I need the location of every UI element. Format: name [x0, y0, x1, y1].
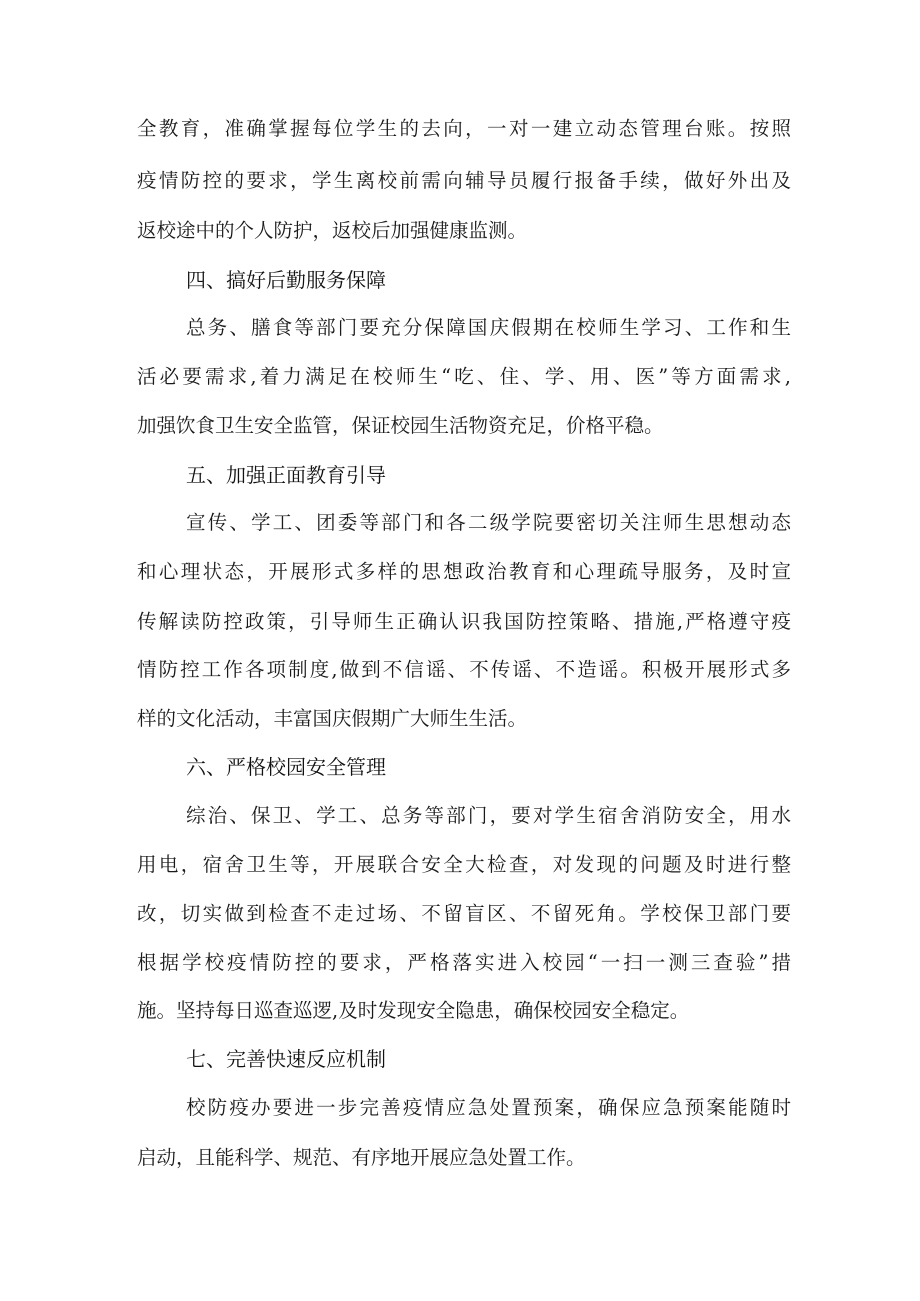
body-line: 疫情防控的要求，学生离校前需向辅导员履行报备手续，做好外出及 [137, 169, 791, 192]
body-line: 情防控工作各项制度,做到不信谣、不传谣、不造谣。积极开展形式多 [137, 658, 791, 681]
body-line: 加强饮食卫生安全监管，保证校园生活物资充足，价格平稳。 [137, 414, 664, 437]
section-heading-4: 四、搞好后勤服务保障 [186, 268, 386, 292]
body-line: 全教育，准确掌握每位学生的去向，一对一建立动态管理台账。按照 [137, 117, 791, 140]
section-heading-7: 七、完善快速反应机制 [186, 1047, 386, 1071]
body-line: 宣传、学工、团委等部门和各二级学院要密切关注师生思想动态 [186, 511, 791, 534]
body-line: 启动，且能科学、规范、有序地开展应急处置工作。 [137, 1146, 586, 1169]
body-line: 综治、保卫、学工、总务等部门，要对学生宿舍消防安全，用水 [186, 804, 791, 827]
section-heading-6: 六、严格校园安全管理 [186, 755, 386, 779]
body-line: 活必要需求,着力满足在校师生“吃、住、学、用、医”等方面需求, [137, 365, 791, 388]
body-line: 施。坚持每日巡查巡逻,及时发现安全隐患，确保校园安全稳定。 [137, 999, 690, 1022]
body-line: 用电，宿舍卫生等，开展联合安全大检查，对发现的问题及时进行整 [137, 853, 791, 876]
body-line: 传解读防控政策，引导师生正确认识我国防控策略、措施,严格遵守疫 [137, 610, 791, 633]
body-line: 和心理状态，开展形式多样的思想政治教育和心理疏导服务，及时宣 [137, 560, 791, 583]
section-heading-5: 五、加强正面教育引导 [186, 463, 386, 487]
body-line: 根据学校疫情防控的要求，严格落实进入校园“一扫一测三查验”措 [137, 951, 791, 974]
body-line: 改，切实做到检查不走过场、不留盲区、不留死角。学校保卫部门要 [137, 902, 791, 925]
body-line: 校防疫办要进一步完善疫情应急处置预案，确保应急预案能随时 [186, 1096, 791, 1119]
body-line: 样的文化活动，丰富国庆假期广大师生生活。 [137, 707, 528, 730]
body-line: 总务、膳食等部门要充分保障国庆假期在校师生学习、工作和生 [186, 316, 791, 339]
body-line: 返校途中的个人防护，返校后加强健康监测。 [137, 219, 528, 242]
